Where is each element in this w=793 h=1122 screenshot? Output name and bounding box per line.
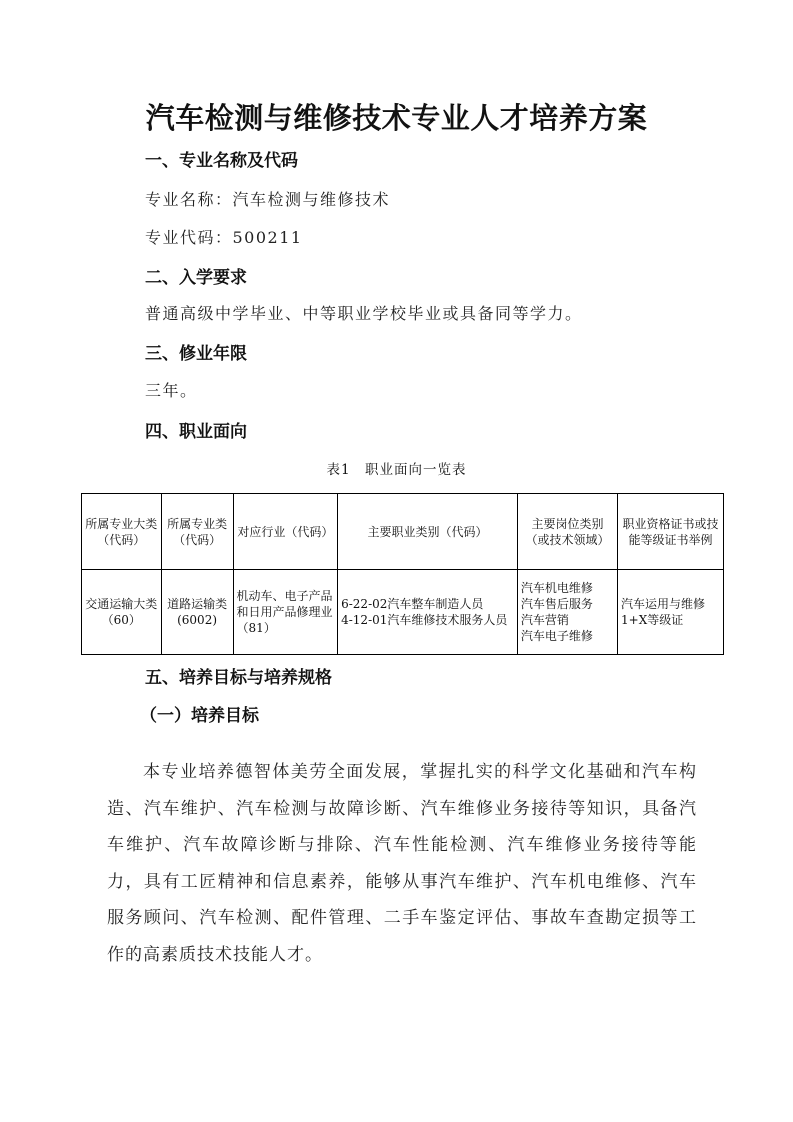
header-certificate: 职业资格证书或技能等级证书举例: [618, 494, 724, 570]
position-item: 汽车机电维修: [520, 581, 593, 595]
position-item: 汽车售后服务: [520, 597, 593, 611]
sub-heading-goals: （一）培养目标: [140, 706, 259, 726]
occupation-table: [81, 493, 724, 655]
header-occupation: 主要职业类别（代码）: [338, 494, 518, 570]
position-item: 汽车营销: [520, 613, 569, 627]
cell-industry: 机动车、电子产品和日用产品修理业（81）: [233, 570, 338, 655]
position-item: 汽车电子维修: [520, 629, 593, 643]
goals-paragraph: 本专业培养德智体美劳全面发展，掌握扎实的科学文化基础和汽车构造、汽车维护、汽车检测与故障诊断、汽车维修业务接待等知识，具备汽车维护、汽车故障诊断与排除、汽车性能检测、汽车维修业务接待等能力，具有工匠精神和信息素养，能够从事汽车维护、汽车机电维修、汽车服务顾问、汽车检测、配件管理、二手车鉴定评估、事故车查勘定损等工作的高素质技术技能人才。: [107, 762, 697, 965]
document-title: 汽车检测与维修技术专业人才培养方案: [145, 101, 648, 135]
admission-text: 普通高级中学毕业、中等职业学校毕业或具备同等学力。: [145, 304, 583, 323]
cell-certificate: 汽车运用与维修1+X等级证: [618, 570, 724, 655]
table-header-row: [82, 494, 724, 570]
major-name-line: 专业名称：汽车检测与维修技术: [145, 190, 391, 209]
occupation-item: 6-22-02汽车整车制造人员: [341, 597, 484, 611]
table-caption: 表1 职业面向一览表: [326, 462, 467, 478]
cell-position: [517, 570, 617, 655]
section-heading-duration: 三、修业年限: [145, 344, 247, 364]
section-heading-major: 一、专业名称及代码: [145, 151, 298, 171]
cell-occupation: [338, 570, 518, 655]
section-heading-goals: 五、培养目标与培养规格: [145, 668, 332, 688]
section-heading-occupation: 四、职业面向: [145, 422, 247, 442]
table-row: [82, 570, 724, 655]
occupation-item: 4-12-01汽车维修技术服务人员: [341, 613, 508, 627]
major-code-line: 专业代码：500211: [145, 228, 303, 247]
cell-major-category: 交通运输大类（60）: [82, 570, 162, 655]
header-industry: 对应行业（代码）: [233, 494, 338, 570]
header-position: 主要岗位类别（或技术领域）: [517, 494, 617, 570]
section-heading-admission: 二、入学要求: [145, 268, 247, 288]
header-major-category: 所属专业大类（代码）: [82, 494, 162, 570]
header-major-class: 所属专业类（代码）: [161, 494, 233, 570]
duration-text: 三年。: [145, 381, 198, 400]
cell-major-class: 道路运输类(6002): [161, 570, 233, 655]
